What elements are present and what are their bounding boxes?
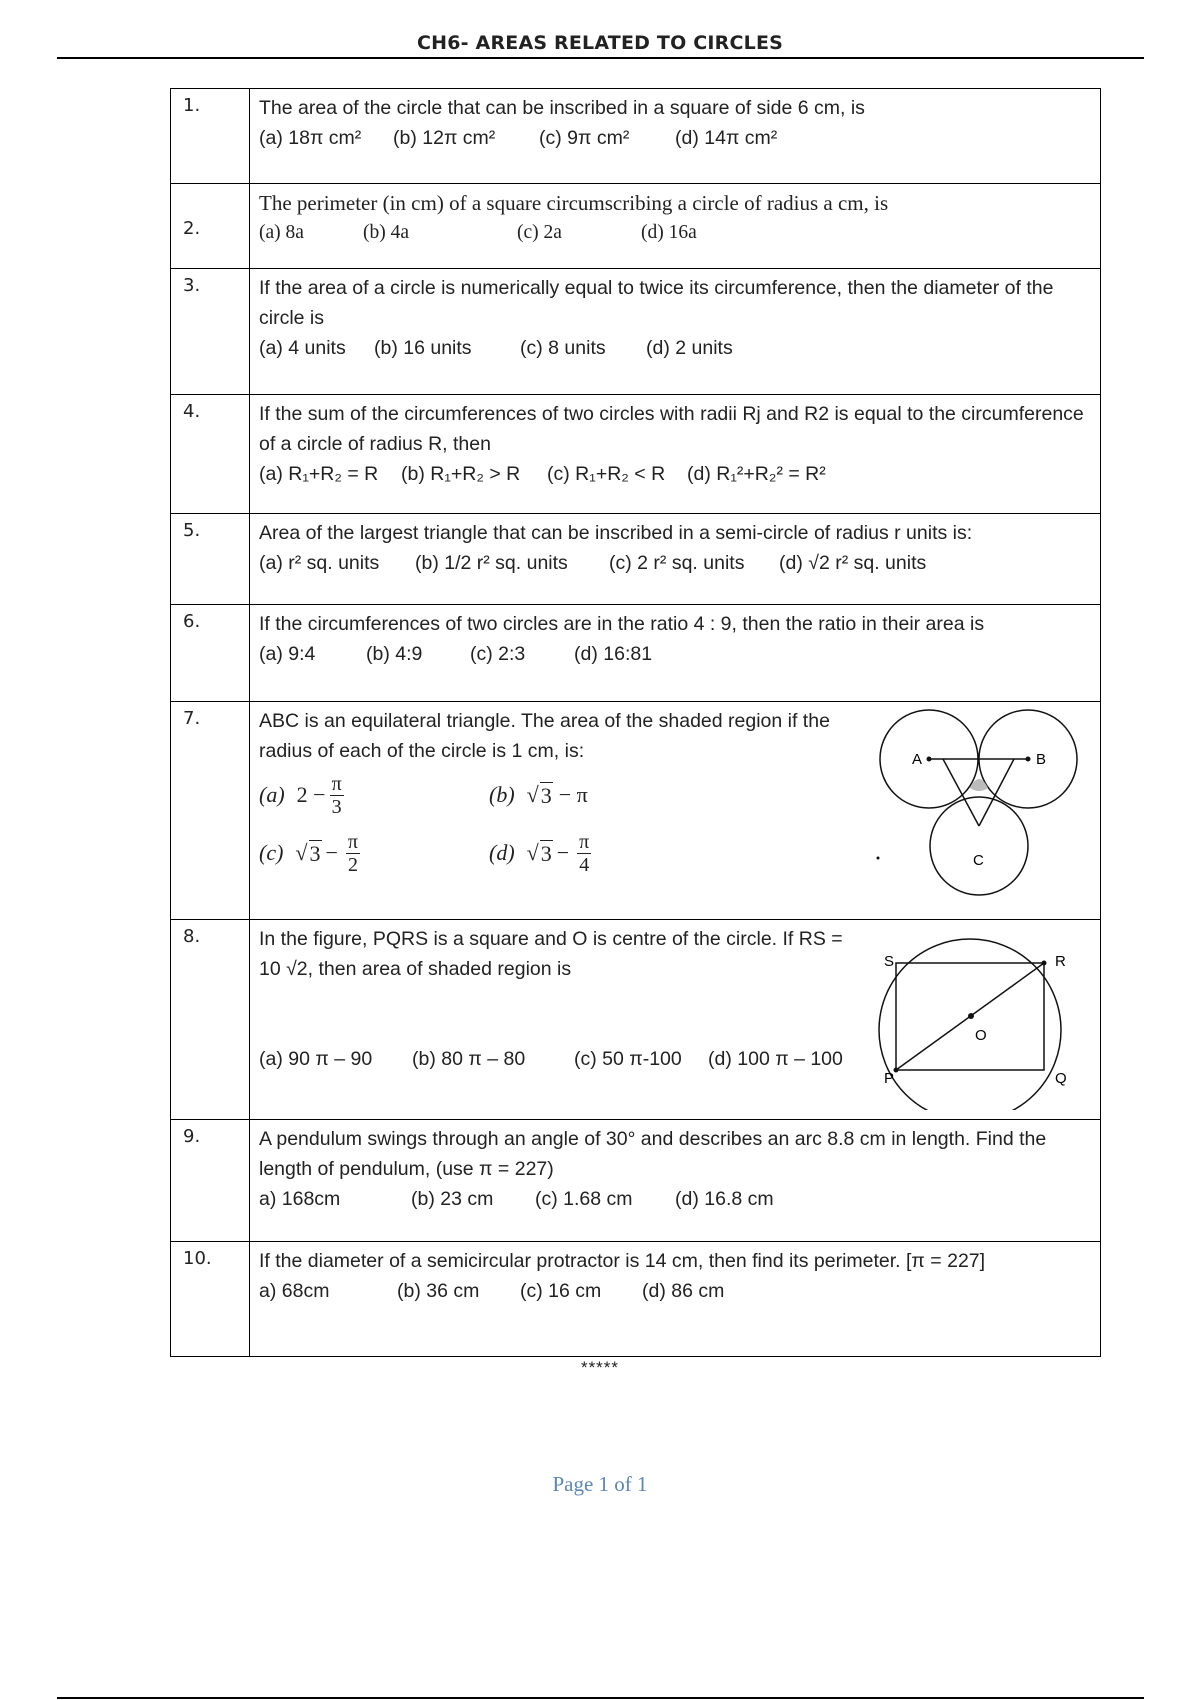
option-a: (a) 18π cm² xyxy=(259,127,362,149)
question-text: The perimeter (in cm) of a square circumscribing a circle of radius a cm, is xyxy=(259,191,889,215)
options-row xyxy=(259,639,1090,669)
question-number: 6. xyxy=(171,605,250,702)
question-text: In the figure, PQRS is a square and O is centre of the circle. If RS = 10 √2, then area of shaded region is xyxy=(259,928,843,980)
label-q: Q xyxy=(1055,1070,1067,1087)
question-text: If the diameter of a semicircular protractor is 14 cm, then find its perimeter. [π = 227] xyxy=(259,1250,986,1272)
option-a: a) 168cm xyxy=(259,1188,341,1210)
option-c: (c) 9π cm² xyxy=(539,127,630,149)
question-number: 4. xyxy=(171,395,250,514)
option-c: (c) 2 r² sq. units xyxy=(609,552,745,574)
question-row-10 xyxy=(171,1242,1101,1357)
question-number: 9. xyxy=(171,1120,250,1242)
options-row xyxy=(259,459,1090,489)
option-a: (a) R₁+R₂ = R xyxy=(259,463,379,485)
option-d: (d) 16.8 cm xyxy=(675,1188,774,1210)
options-row xyxy=(259,218,1090,248)
option-a: (a) 4 units xyxy=(259,337,346,359)
option-b: (b) 12π cm² xyxy=(393,127,496,149)
option-d: (d) 86 cm xyxy=(642,1280,725,1302)
question-row-7 xyxy=(171,702,1101,920)
option-a: a) 68cm xyxy=(259,1280,330,1302)
option-b: (b) R₁+R₂ > R xyxy=(401,463,521,485)
label-s: S xyxy=(884,953,895,970)
option-c: (c) 16 cm xyxy=(520,1280,602,1302)
options-row xyxy=(259,1184,1090,1214)
footer-rule xyxy=(57,1697,1144,1699)
question-text: Area of the largest triangle that can be inscribed in a semi-circle of radius r units is: xyxy=(259,522,973,544)
option-b: (b) 23 cm xyxy=(411,1188,494,1210)
option-b: (b) 4:9 xyxy=(366,643,423,665)
question-row-5 xyxy=(171,514,1101,605)
question-number: 10. xyxy=(171,1242,250,1357)
option-b: (b) 1/2 r² sq. units xyxy=(415,552,568,574)
option-d: (d) √2 r² sq. units xyxy=(779,552,927,574)
label-b: B xyxy=(1036,751,1047,768)
question-row-9 xyxy=(171,1120,1101,1242)
question-number: 3. xyxy=(171,269,250,395)
option-d: (d) R₁²+R₂² = R² xyxy=(687,463,826,485)
option-c: (c) 2a xyxy=(517,222,562,243)
option-d: (d) 16a xyxy=(641,222,697,243)
option-d: (d) 2 units xyxy=(646,337,733,359)
option-a: (a) 90 π – 90 xyxy=(259,1048,373,1070)
option-c: (c) 8 units xyxy=(520,337,606,359)
question-number: 1. xyxy=(171,89,250,184)
option-c: (c) R₁+R₂ < R xyxy=(547,463,666,485)
question-row-3 xyxy=(171,269,1101,395)
option-a: (a) 9:4 xyxy=(259,643,316,665)
square-circle-figure xyxy=(878,930,1078,1110)
question-row-4 xyxy=(171,395,1101,514)
question-text: If the circumferences of two circles are in the ratio 4 : 9, then the ratio in their area is xyxy=(259,613,985,635)
label-r: R xyxy=(1055,953,1066,970)
page-title: CH6- AREAS RELATED TO CIRCLES xyxy=(416,32,784,54)
option-d: (d) 16:81 xyxy=(574,643,653,665)
label-p: P xyxy=(884,1070,895,1087)
end-marker: ***** xyxy=(580,1358,620,1377)
options-row xyxy=(259,1044,843,1074)
option-c: (c) √ 3 − $\frac{\pi}{2}$ xyxy=(259,830,359,876)
option-c: (c) 2:3 xyxy=(470,643,526,665)
page-number: Page 1 of 1 xyxy=(552,1472,648,1496)
header-rule xyxy=(57,57,1144,59)
option-b: (b) 16 units xyxy=(374,337,472,359)
question-text: The area of the circle that can be inscribed in a square of side 6 cm, is xyxy=(259,97,865,119)
option-a: (a) 2 − $\frac{\pi}{3}$ xyxy=(259,772,342,818)
question-text: ABC is an equilateral triangle. The area of the shaded region if the radius of each of the circle is 1 cm, is: xyxy=(259,710,830,762)
label-a: A xyxy=(912,751,923,768)
option-b: (b) 36 cm xyxy=(397,1280,480,1302)
question-text: If the sum of the circumferences of two circles with radii Rj and R2 is equal to the circumference of a circle of radius R, then xyxy=(259,403,1084,455)
question-number: 7. xyxy=(171,702,250,920)
option-b: (b) 80 π – 80 xyxy=(412,1048,526,1070)
option-a: (a) r² sq. units xyxy=(259,552,380,574)
option-b: (b) 4a xyxy=(363,222,410,243)
option-c: (c) 50 π-100 xyxy=(574,1048,682,1070)
options-row xyxy=(259,123,1090,153)
option-a: (a) 8a xyxy=(259,222,304,243)
question-text: If the area of a circle is numerically equal to twice its circumference, then the diameter of the circle is xyxy=(259,277,1054,329)
option-b: (b) √ 3 − π xyxy=(489,782,588,808)
question-table xyxy=(170,88,1101,1357)
question-row-6 xyxy=(171,605,1101,702)
options-row xyxy=(259,548,1090,578)
question-text: A pendulum swings through an angle of 30° and describes an arc 8.8 cm in length. Find the length of pendulum, (use π = 227) xyxy=(259,1128,1047,1180)
label-o: O xyxy=(975,1027,987,1044)
question-number: 8. xyxy=(171,920,250,1120)
option-d: (d) 100 π – 100 xyxy=(708,1048,843,1070)
options-row xyxy=(259,333,1090,363)
question-number: 5. xyxy=(171,514,250,605)
option-d: (d) √ 3 − $\frac{\pi}{4}$ xyxy=(489,830,590,876)
option-c: (c) 1.68 cm xyxy=(535,1188,633,1210)
option-d: (d) 14π cm² xyxy=(675,127,778,149)
question-row-8 xyxy=(171,920,1101,1120)
question-row-2 xyxy=(171,184,1101,269)
label-c: C xyxy=(973,852,984,869)
question-number: 2. xyxy=(171,184,250,269)
question-row-1 xyxy=(171,89,1101,184)
three-circles-figure xyxy=(868,702,1088,918)
options-row xyxy=(259,1276,1090,1306)
